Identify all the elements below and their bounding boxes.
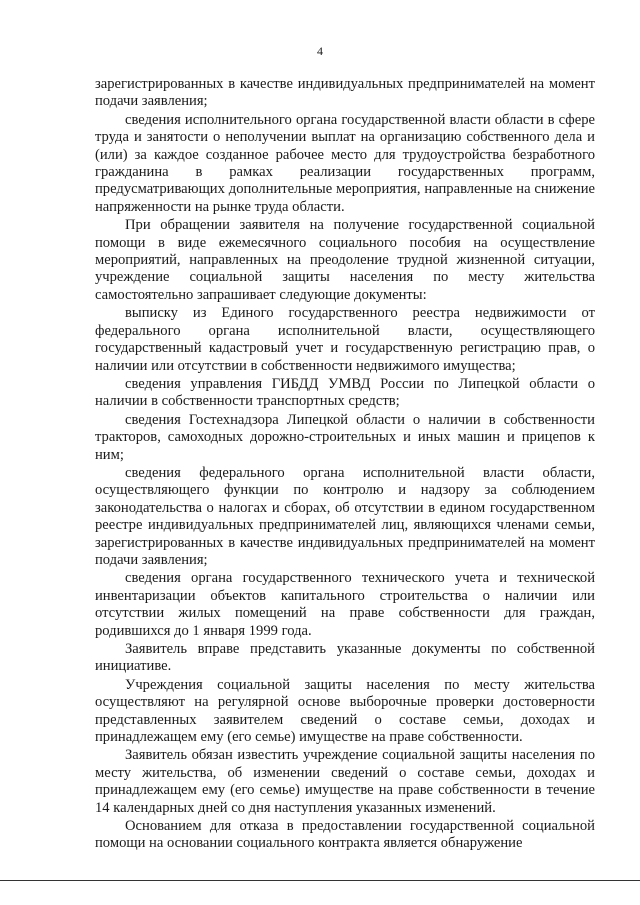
paragraph: сведения управления ГИБДД УМВД России по Липецкой области о наличии в собственности транспортных средств; xyxy=(95,375,595,410)
paragraph: Заявитель вправе представить указанные документы по собственной инициативе. xyxy=(95,641,595,675)
paragraph: Основанием для отказа в предоставлении государственной социальной помощи на основании социального контракта является обнаружение xyxy=(95,818,595,852)
paragraph: При обращении заявителя на получение государственной социальной помощи в виде ежемесячного социального пособия на осуществление мероприятий, направленных на преодоление трудной жизненной ситуации, учреждение социальной защиты населения по месту жительства самостоятельно запрашивает следующие документы: xyxy=(95,217,595,303)
page-number: 4 xyxy=(317,44,323,58)
paragraph: сведения федерального органа исполнительной власти области, осуществляющего функции по контролю и надзору за соблюдением законодательства о налогах и сборах, об отсутствии в едином государственном реестре индивидуальных предпринимателей лиц, являющихся членами семьи, зарегистрированных в качестве индивидуальных предпринимателей на момент подачи заявления; xyxy=(95,464,595,568)
paragraph: Учреждения социальной защиты населения по месту жительства осуществляют на регулярной основе выборочные проверки достоверности представленных заявителем сведений о составе семьи, доходах и принадлежащем ему (его семье) имуществе на праве собственности. xyxy=(95,676,595,746)
paragraph: сведения исполнительного органа государственной власти области в сфере труда и занятости о неполучении выплат на организацию собственного дела и (или) за каждое созданное рабочее место для трудоустройства безработного гражданина в рамках реализации государственных программ, предусматривающих дополнительные мероприятия, направленные на снижение напряженности на рынке труда области. xyxy=(95,111,595,215)
paragraph: зарегистрированных в качестве индивидуальных предпринимателей на момент подачи заявления; xyxy=(95,76,595,110)
paragraph: Заявитель обязан известить учреждение социальной защиты населения по месту жительства, об изменении сведений о составе семьи, доходах и принадлежащем ему (его семье) имуществе на праве собственности в течение 14 календарных дней со дня наступления указанных изменений. xyxy=(95,747,595,816)
document-body xyxy=(95,76,595,854)
paragraph: сведения Гостехнадзора Липецкой области о наличии в собственности тракторов, самоходных дорожно-строительных и иных машин и прицепов к ним; xyxy=(95,411,595,463)
paragraph: выписку из Единого государственного реестра недвижимости от федерального органа исполнительной власти, осуществляющего государственный кадастровый учет и государственную регистрацию прав, о наличии или отсутствии в собственности недвижимого имущества; xyxy=(95,305,595,374)
paragraph: сведения органа государственного технического учета и технической инвентаризации объектов капитального строительства о наличии или отсутствии жилых помещений на праве собственности для граждан, родившихся до 1 января 1999 года. xyxy=(95,570,595,639)
footer-rule xyxy=(0,880,640,881)
